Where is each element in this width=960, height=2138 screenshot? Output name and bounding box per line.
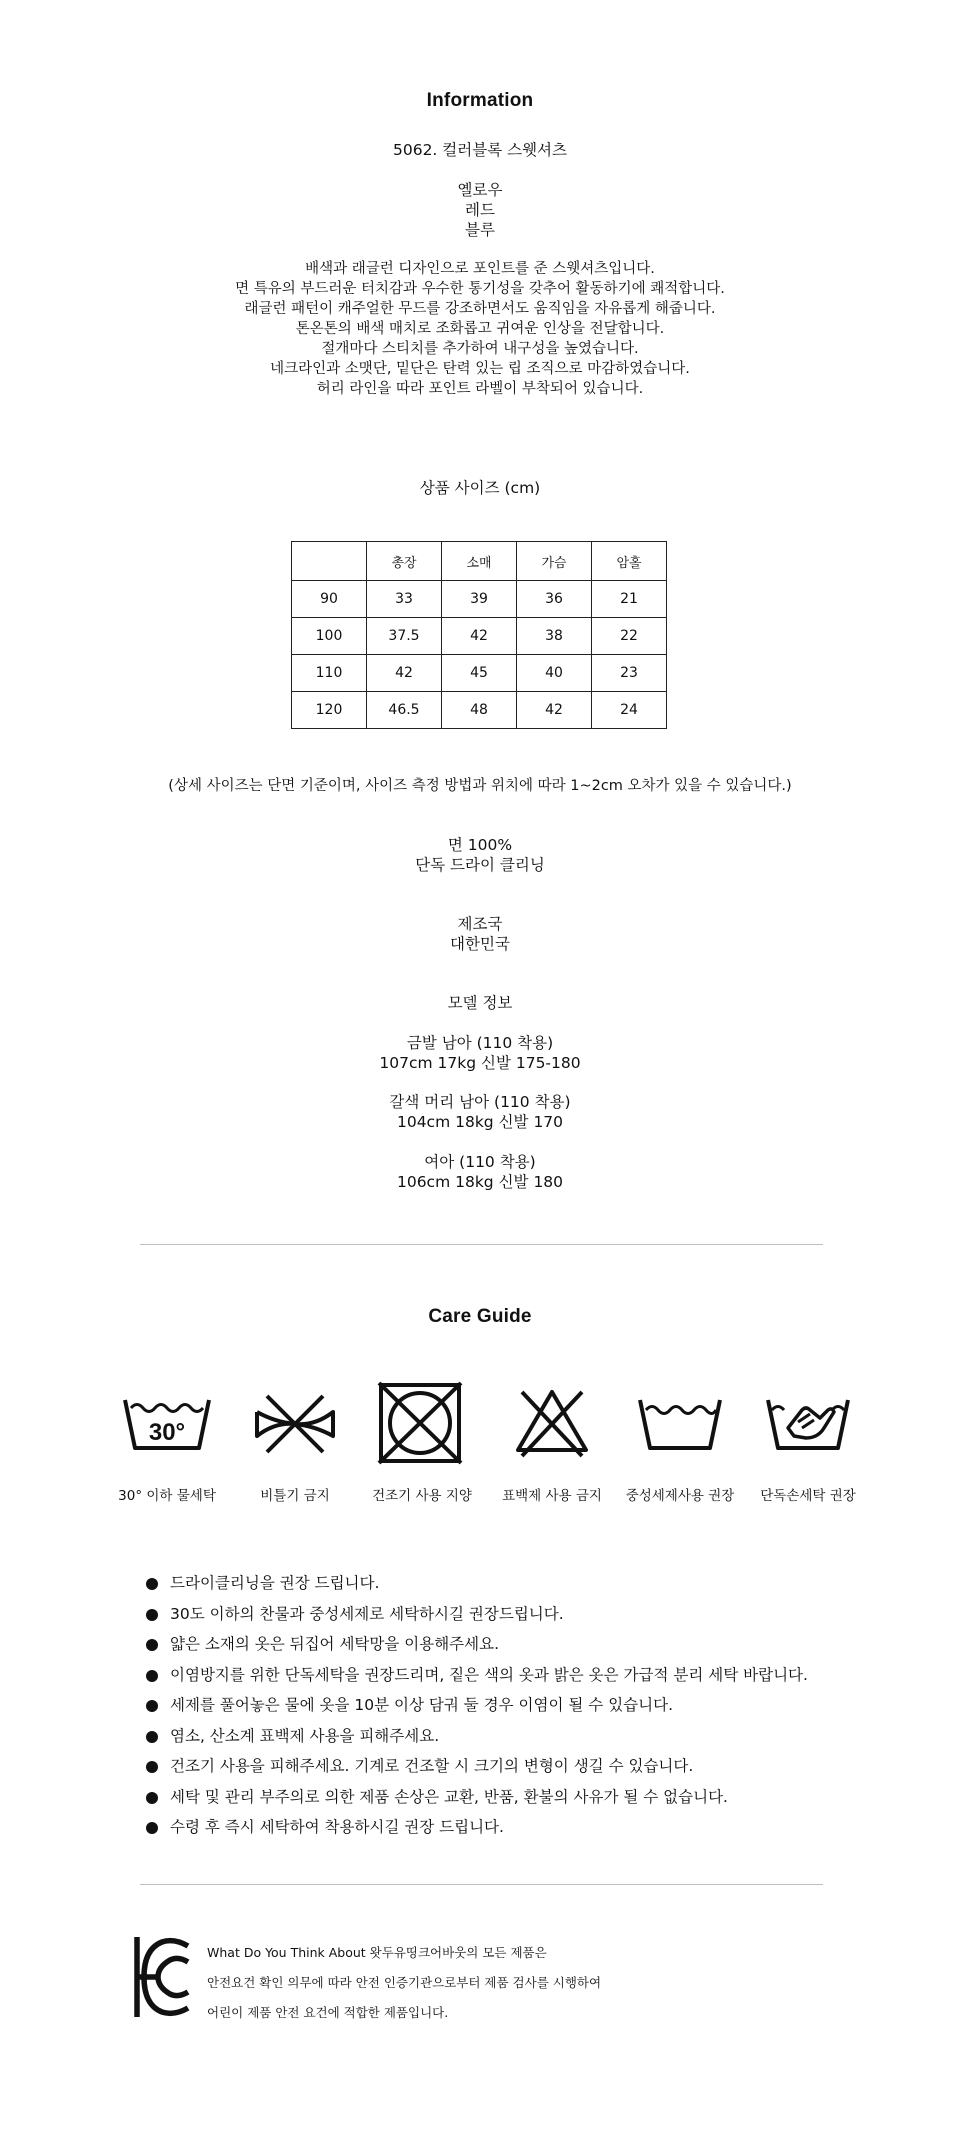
size-title: 상품 사이즈 (cm): [419, 479, 541, 497]
description-line: 래글런 패턴이 캐주얼한 무드를 강조하면서도 움직임을 자유롭게 해줍니다.: [244, 301, 716, 317]
model-spec: 106cm 18kg 신발 180: [396, 1173, 564, 1191]
model-item: [0, 1033, 960, 1073]
table-cell: 42: [517, 692, 592, 729]
wash-30-icon: [117, 1388, 217, 1458]
table-cell: 100: [292, 618, 367, 655]
model-name: 금발 남아 (110 착용): [406, 1034, 554, 1052]
care-note-text: 30도 이하의 찬물과 중성세제로 세탁하시길 권장드립니다.: [170, 1604, 564, 1623]
table-cell: 48: [442, 692, 517, 729]
table-header-cell: 가슴: [517, 542, 592, 581]
table-cell: 90: [292, 581, 367, 618]
origin-label: 제조국: [457, 915, 503, 933]
care-note-text: 건조기 사용을 피해주세요. 기계로 건조할 시 크기의 변형이 생길 수 있습니다.: [170, 1757, 694, 1775]
size-table: [291, 541, 667, 729]
list-item: [146, 1660, 808, 1691]
color-list: [0, 180, 960, 240]
product-description: [0, 259, 960, 399]
table-header-cell: 소매: [442, 542, 517, 581]
table-cell: 42: [442, 618, 517, 655]
table-cell: 40: [517, 655, 592, 692]
origin-info: [0, 914, 960, 954]
table-cell: 46.5: [367, 692, 442, 729]
color-option: 옐로우: [457, 181, 503, 199]
care-text: 단독 드라이 클리닝: [415, 856, 545, 874]
model-title: 모델 정보: [447, 994, 513, 1012]
bullet-icon: [146, 1731, 158, 1743]
table-header-cell: 총장: [367, 542, 442, 581]
information-title: Information: [426, 90, 534, 111]
care-icon-label: 단독손세탁 권장: [760, 1488, 856, 1504]
table-cell: 24: [592, 692, 667, 729]
table-cell: 39: [442, 581, 517, 618]
care-note-text: 얇은 소재의 옷은 뒤집어 세탁망을 이용해주세요.: [170, 1635, 500, 1653]
table-cell: 38: [517, 618, 592, 655]
description-line: 절개마다 스티치를 추가하여 내구성을 높였습니다.: [321, 341, 639, 357]
list-item: [146, 1690, 808, 1721]
care-icon-label: 30° 이하 물세탁: [118, 1488, 216, 1504]
table-cell: 120: [292, 692, 367, 729]
bullet-icon: [146, 1578, 158, 1590]
no-wring-icon: [245, 1388, 345, 1458]
table-cell: 42: [367, 655, 442, 692]
size-note: (상세 사이즈는 단면 기준이며, 사이즈 측정 방법과 위치에 따라 1~2cm 오차가 있을 수 있습니다.): [168, 778, 792, 794]
table-cell: 45: [442, 655, 517, 692]
care-note-text: 이염방지를 위한 단독세탁을 권장드리며, 짙은 색의 옷과 밝은 옷은 가급적 분리 세탁 바랍니다.: [170, 1665, 808, 1684]
care-note-text: 염소, 산소계 표백제 사용을 피해주세요.: [170, 1726, 440, 1745]
table-cell: 36: [517, 581, 592, 618]
wash-basin-icon: [630, 1388, 730, 1458]
origin-value: 대한민국: [450, 935, 510, 953]
table-header-cell: [292, 542, 367, 581]
description-line: 면 특유의 부드러운 터치감과 우수한 통기성을 갖추어 활동하기에 쾌적합니다.: [235, 281, 725, 297]
bullet-icon: [146, 1700, 158, 1712]
bullet-icon: [146, 1761, 158, 1773]
bullet-icon: [146, 1639, 158, 1651]
care-icon-label: 표백제 사용 금지: [502, 1488, 602, 1504]
table-cell: 110: [292, 655, 367, 692]
bullet-icon: [146, 1609, 158, 1621]
table-cell: 37.5: [367, 618, 442, 655]
care-notes-list: [146, 1568, 808, 1843]
table-cell: 22: [592, 618, 667, 655]
section-divider: [140, 1244, 823, 1245]
table-header-row: [292, 542, 667, 581]
list-item: [146, 1629, 808, 1660]
description-line: 배색과 래글런 디자인으로 포인트를 준 스웻셔츠입니다.: [305, 261, 655, 277]
list-item: [146, 1751, 808, 1782]
care-icon-label: 건조기 사용 지양: [372, 1488, 472, 1504]
no-bleach-icon: [502, 1388, 602, 1458]
material-info: [0, 835, 960, 875]
kc-mark-icon: [132, 1934, 192, 2020]
bullet-icon: [146, 1670, 158, 1682]
fabric-text: 면 100%: [447, 836, 513, 854]
table-row: [292, 618, 667, 655]
list-item: [146, 1782, 808, 1813]
table-cell: 21: [592, 581, 667, 618]
model-name: 갈색 머리 남아 (110 착용): [389, 1093, 571, 1111]
kc-text-line: 어린이 제품 안전 요건에 적합한 제품입니다.: [207, 2005, 449, 2020]
description-line: 네크라인과 소맷단, 밑단은 탄력 있는 립 조직으로 마감하였습니다.: [270, 361, 690, 377]
table-cell: 23: [592, 655, 667, 692]
description-line: 허리 라인을 따라 포인트 라벨이 부착되어 있습니다.: [316, 381, 644, 397]
care-guide-title: Care Guide: [428, 1306, 532, 1327]
section-divider: [140, 1884, 823, 1885]
list-item: [146, 1599, 808, 1630]
care-note-text: 수령 후 즉시 세탁하여 착용하시길 권장 드립니다.: [170, 1818, 504, 1836]
table-cell: 33: [367, 581, 442, 618]
product-name: 5062. 컬러블록 스웻셔츠: [392, 141, 567, 159]
hand-wash-icon: [758, 1388, 858, 1458]
model-item: [0, 1092, 960, 1132]
list-item: [146, 1721, 808, 1752]
table-row: [292, 581, 667, 618]
table-row: [292, 655, 667, 692]
kc-certification-text: [207, 1938, 601, 2028]
care-icon-label: 중성세제사용 권장: [625, 1488, 735, 1504]
model-item: [0, 1152, 960, 1192]
kc-text-line: What Do You Think About 왓두유띵크어바웃의 모든 제품은: [207, 1945, 547, 1960]
care-note-text: 드라이클리닝을 권장 드립니다.: [170, 1574, 380, 1592]
wash-temp-text: 30°: [148, 1419, 186, 1446]
care-note-text: 세제를 풀어놓은 물에 옷을 10분 이상 담궈 둘 경우 이염이 될 수 있습니다.: [170, 1696, 674, 1714]
bullet-icon: [146, 1792, 158, 1804]
list-item: [146, 1568, 808, 1599]
table-row: [292, 692, 667, 729]
bullet-icon: [146, 1822, 158, 1834]
care-note-text: 세탁 및 관리 부주의로 의한 제품 손상은 교환, 반품, 환불의 사유가 될 수 없습니다.: [170, 1787, 728, 1806]
table-header-cell: 암홀: [592, 542, 667, 581]
color-option: 블루: [465, 221, 495, 239]
care-icon-label: 비틀기 금지: [260, 1488, 330, 1504]
description-line: 톤온톤의 배색 매치로 조화롭고 귀여운 인상을 전달합니다.: [295, 321, 665, 337]
model-name: 여아 (110 착용): [424, 1153, 536, 1171]
kc-text-line: 안전요건 확인 의무에 따라 안전 인증기관으로부터 제품 검사를 시행하여: [207, 1975, 602, 1990]
color-option: 레드: [465, 201, 495, 219]
list-item: [146, 1812, 808, 1843]
model-spec: 107cm 17kg 신발 175-180: [379, 1054, 581, 1072]
no-tumble-dry-icon: [375, 1380, 465, 1466]
model-spec: 104cm 18kg 신발 170: [396, 1113, 564, 1131]
